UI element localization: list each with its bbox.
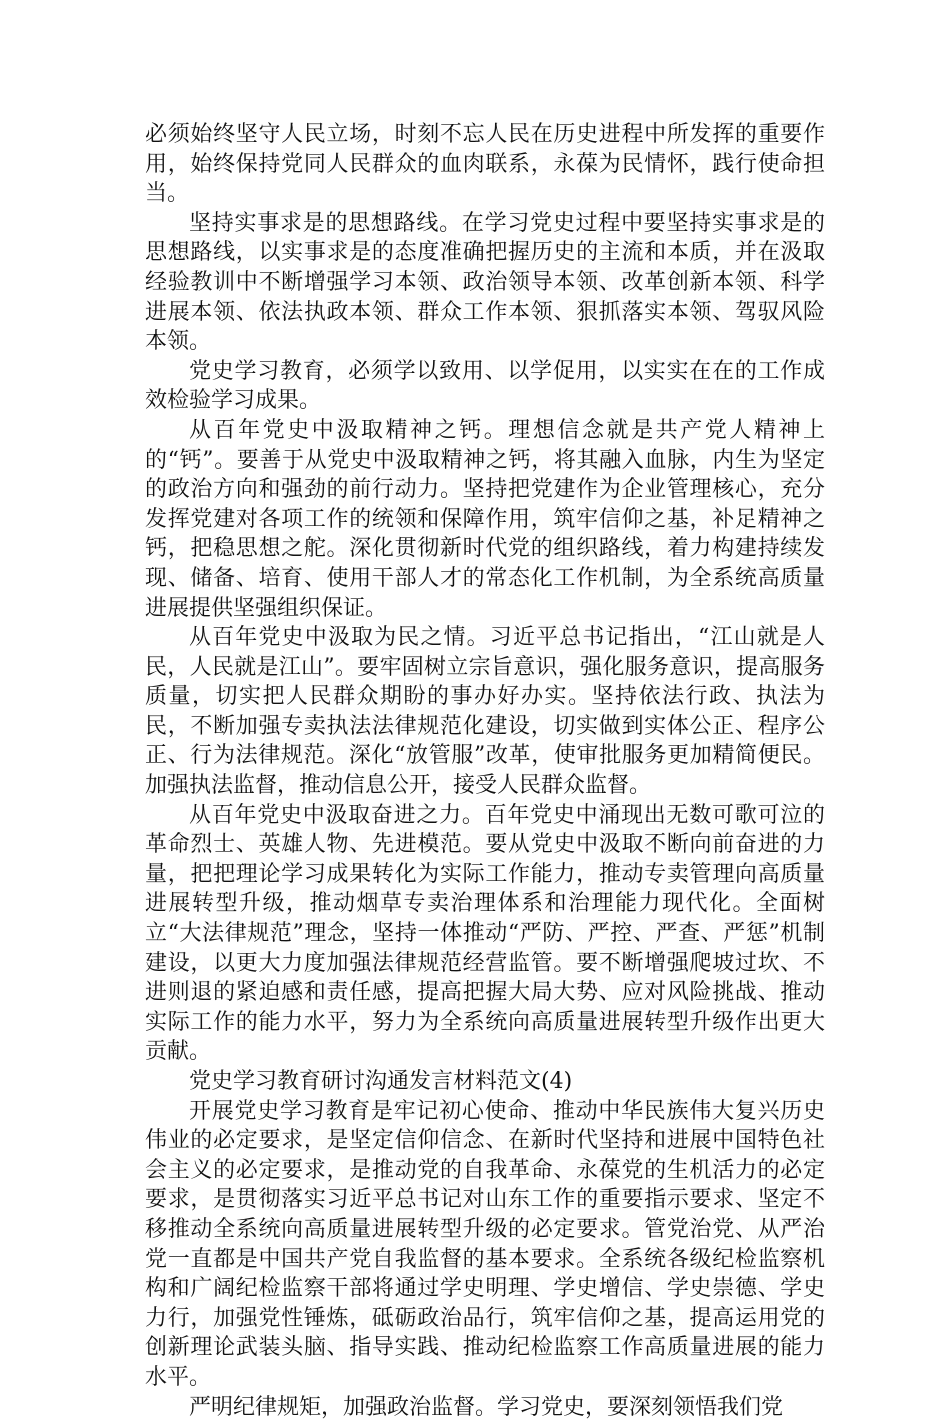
paragraph-7: 开展党史学习教育是牢记初心使命、推动中华民族伟大复兴历史伟业的必定要求，是坚定信仰信念、在新时代坚持和进展中国特色社会主义的必定要求，是推动党的自我革命、永葆党的生机活力的必定要求，是贯彻落实习近平总书记对山东工作的重要指示要求、坚定不移推动全系统向高质量进展转型升级的必定要求。管党治党、从严治党一直都是中国共产党自我监督的基本要求。全系统各级纪检监察机构和广阔纪检监察干部将通过学史明理、学史增信、学史崇德、学史力行，加强党性锤炼，砥砺政治品行，筑牢信仰之基，提高运用党的创新理论武装头脑、指导实践、推动纪检监察工作高质量进展的能力水平。 — [145, 1098, 825, 1390]
paragraph-1: 必须始终坚守人民立场，时刻不忘人民在历史进程中所发挥的重要作用，始终保持党同人民群众的血肉联系，永葆为民情怀，践行使命担当。 — [145, 122, 825, 207]
paragraph-5: 从百年党史中汲取为民之情。习近平总书记指出，“江山就是人民，人民就是江山”。要牢固树立宗旨意识，强化服务意识，提高服务质量，切实把人民群众期盼的事办好办实。坚持依法行政、执法为民，不断加强专卖执法法律规范化建设，切实做到实体公正、程序公正、行为法律规范。深化“放管服”改革，使审批服务更加精简便民。加强执法监督，推动信息公开，接受人民群众监督。 — [145, 625, 825, 799]
paragraph-8: 严明纪律规矩，加强政治监督。学习党史，要深刻领悟我们党 — [189, 1394, 784, 1420]
paragraph-4: 从百年党史中汲取精神之钙。理想信念就是共产党人精神上的“钙”。要善于从党史中汲取精神之钙，将其融入血脉，内生为坚定的政治方向和强劲的前行动力。坚持把党建作为企业管理核心，充分发挥党建对各项工作的统领和保障作用，筑牢信仰之基，补足精神之钙，把稳思想之舵。深化贯彻新时代党的组织路线，着力构建持续发现、储备、培育、使用干部人才的常态化工作机制，为全系统高质量进展提供坚强组织保证。 — [145, 417, 825, 621]
paragraph-3: 党史学习教育，必须学以致用、以学促用，以实实在在的工作成效检验学习成果。 — [145, 358, 825, 414]
document-page — [145, 120, 825, 1422]
paragraph-6: 从百年党史中汲取奋进之力。百年党史中涌现出无数可歌可泣的革命烈士、英雄人物、先进模范。要从党史中汲取不断向前奋进的力量，把把理论学习成果转化为实际工作能力，推动专卖管理向高质量进展转型升级，推动烟草专卖治理体系和治理能力现代化。全面树立“大法律规范”理念，坚持一体推动“严防、严控、严查、严惩”机制建设，以更大力度加强法律规范经营监管。要不断增强爬坡过坎、不进则退的紧迫感和责任感，提高把握大局大势、应对风险挑战、推动实际工作的能力水平，努力为全系统向高质量进展转型升级作出更大贡献。 — [145, 802, 825, 1065]
paragraph-2: 坚持实事求是的思想路线。在学习党史过程中要坚持实事求是的思想路线，以实事求是的态度准确把握历史的主流和本质，并在汲取经验教训中不断增强学习本领、政治领导本领、改革创新本领、科学进展本领、依法执政本领、群众工作本领、狠抓落实本领、驾驭风险本领。 — [145, 210, 825, 355]
section-heading: 党史学习教育研讨沟通发言材料范文(4) — [189, 1069, 573, 1094]
